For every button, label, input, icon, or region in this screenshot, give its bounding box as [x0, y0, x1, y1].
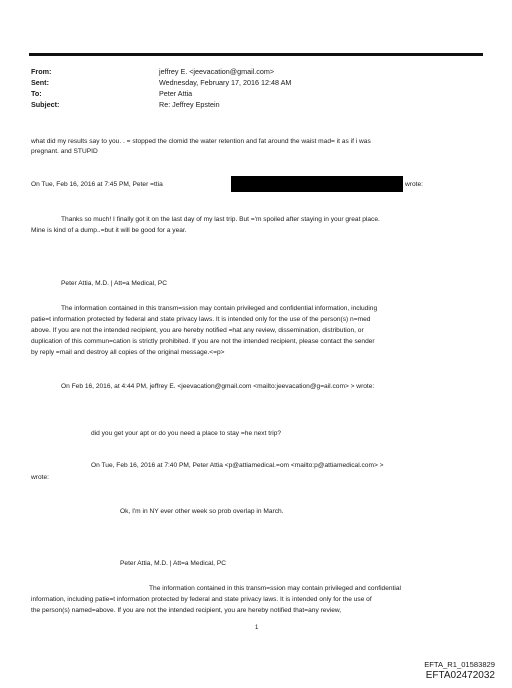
confidentiality-line: patie=t information protected by federal and state privacy laws. It is intended only for the use of the person(s) n=med: [31, 316, 371, 323]
confidentiality-line: the person(s) named=above. If you are not the intended recipient, you are hereby notified that=any review,: [31, 607, 342, 614]
to-value: Peter Attia: [159, 89, 193, 98]
from-label: From:: [31, 67, 52, 76]
confidentiality-line: The information contained in this transm=ssion may contain privileged and confidential: [149, 585, 401, 592]
reply-header: On Feb 16, 2016, at 4:44 PM, jeffrey E. <jeevacation@gmail.com <mailto:jeevacation@g=ail.com> > wrote:: [61, 383, 375, 390]
confidentiality-line: The information contained in this transm=ssion may contain privileged and confidential information, including: [61, 305, 378, 312]
confidentiality-line: duplication of this commun=cation is strictly prohibited. If you are not the intended recipient, please contact the sender: [31, 338, 375, 345]
sent-label: Sent:: [31, 78, 49, 87]
body-line: pregnant. and STUPID: [31, 148, 98, 155]
confidentiality-line: above. If you are not the intended recipient, you are hereby notified =hat any review, dissemination, distribution, or: [31, 327, 364, 334]
body-line: Mine is kind of a dump..=but it will be good for a year.: [31, 227, 187, 234]
reply-header-suffix: wrote:: [31, 474, 49, 481]
reply-header: On Tue, Feb 16, 2016 at 7:40 PM, Peter Attia <p@attiamedical.=om <mailto:p@attiamedical.com> >: [91, 462, 384, 469]
confidentiality-line: information, including patie=t information protected by federal and state privacy laws. It is intended only for the use of: [31, 596, 372, 603]
body-line: Thanks so much! I finally got it on the last day of my last trip. But ='m spoiled after staying in your great place.: [61, 216, 380, 223]
reply-header: On Tue, Feb 16, 2016 at 7:45 PM, Peter =ttia: [31, 181, 163, 188]
bates-number-primary: EFTA_R1_01583829: [424, 660, 495, 669]
body-line: what did my results say to you. . = stopped the clomid the water retention and fat around the waist mad= it as if i was: [31, 138, 371, 145]
signature: Peter Attia, M.D. | Att=a Medical, PC: [61, 280, 167, 287]
header-rule: [29, 53, 483, 56]
redaction-box: [231, 176, 403, 192]
subject-value: Re: Jeffrey Epstein: [159, 100, 220, 109]
sent-value: Wednesday, February 17, 2016 12:48 AM: [159, 78, 292, 87]
signature: Peter Attia, M.D. | Att=a Medical, PC: [120, 560, 226, 567]
to-label: To:: [31, 89, 42, 98]
body-line: did you get your apt or do you need a place to stay =he next trip?: [91, 430, 282, 437]
page-number: 1: [255, 625, 259, 631]
bates-number-secondary: EFTA02472032: [425, 670, 495, 681]
reply-header-suffix: wrote:: [405, 181, 423, 188]
body-line: Ok, I'm in NY ever other week so prob overlap in March.: [120, 508, 284, 515]
confidentiality-line: by reply =mail and destroy all copies of the original message.<=p>: [31, 349, 225, 356]
subject-label: Subject:: [31, 100, 60, 109]
from-value: jeffrey E. <jeevacation@gmail.com>: [159, 67, 275, 76]
